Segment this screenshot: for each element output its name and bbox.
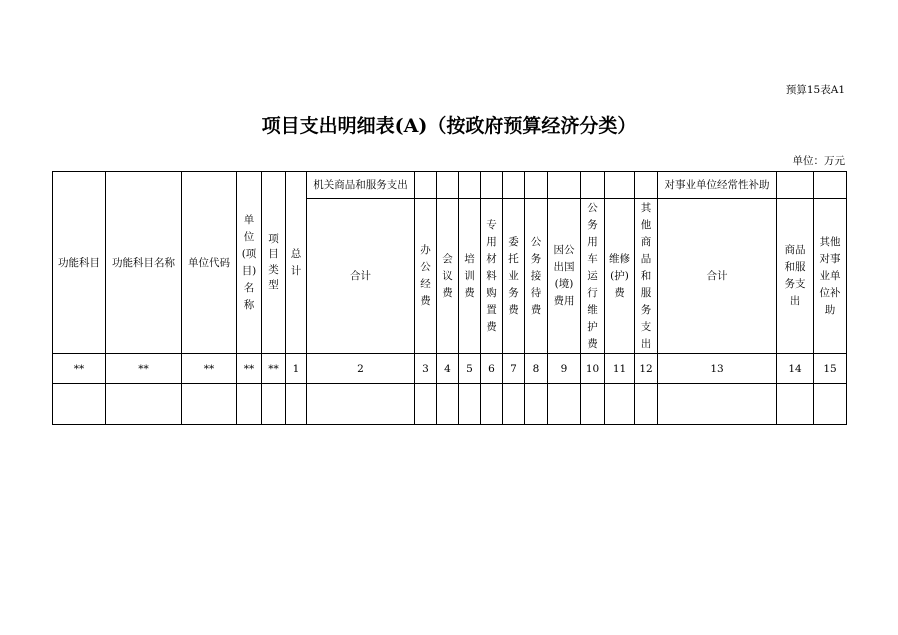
column-code-cell: 15 xyxy=(814,354,847,384)
col-header-official-reception xyxy=(525,199,548,354)
form-code: 预算15表A1 xyxy=(785,84,845,96)
header-line: 品 xyxy=(640,252,652,265)
vertical-label xyxy=(814,234,846,319)
empty-data-cell xyxy=(286,384,307,425)
header-line: 务 xyxy=(530,252,542,265)
column-code-cell: 14 xyxy=(777,354,814,384)
header-line: 维 xyxy=(587,303,598,316)
vertical-label xyxy=(548,242,580,310)
page-title: 项目支出明细表(A)（按政府预算经济分类） xyxy=(261,115,637,137)
column-code-cell: 3 xyxy=(415,354,437,384)
header-line: 置 xyxy=(486,303,497,316)
header-line: 务 xyxy=(508,286,519,299)
column-code-cell: 10 xyxy=(581,354,605,384)
empty-data-cell xyxy=(525,384,548,425)
header-line: 支 xyxy=(640,320,652,333)
column-code-cell: 8 xyxy=(525,354,548,384)
header-line: 务 xyxy=(587,218,598,231)
col-header-grand-total xyxy=(286,172,307,354)
group-header-blank-cell xyxy=(605,172,635,199)
header-line: 费 xyxy=(530,303,542,316)
col-header-other-goods-services xyxy=(635,199,658,354)
column-code-cell: 13 xyxy=(658,354,777,384)
vertical-label xyxy=(525,234,547,319)
empty-data-cell xyxy=(53,384,106,425)
group-header-blank-cell xyxy=(437,172,459,199)
header-line: 服 xyxy=(640,286,652,299)
vertical-label xyxy=(503,234,524,319)
col-header-subtotal-subsidy: 合计 xyxy=(658,199,777,354)
header-line: 委 xyxy=(508,235,519,248)
table-code-row xyxy=(53,354,847,384)
vertical-label xyxy=(635,200,657,353)
header-line: 出 xyxy=(640,337,652,350)
header-line: 位补 xyxy=(819,286,841,299)
col-header-subtotal-government: 合计 xyxy=(307,199,415,354)
header-line: 议 xyxy=(442,269,453,282)
header-line: 务 xyxy=(640,303,652,316)
empty-data-cell xyxy=(182,384,237,425)
empty-data-cell xyxy=(262,384,286,425)
empty-data-cell xyxy=(814,384,847,425)
header-line: 项 xyxy=(268,232,279,245)
header-line: 因公 xyxy=(553,244,575,256)
header-line: 出 xyxy=(789,295,801,307)
empty-data-cell xyxy=(635,384,658,425)
col-header-maintenance xyxy=(605,199,635,354)
header-line: 办 xyxy=(420,244,431,256)
col-header-overseas-travel xyxy=(548,199,581,354)
empty-data-cell xyxy=(106,384,182,425)
group-header-public-institution-subsidy: 对事业单位经常性补助 xyxy=(658,172,777,199)
header-line: (护) xyxy=(610,269,629,282)
header-line: 业单 xyxy=(819,269,841,282)
header-line: 费 xyxy=(508,303,519,316)
empty-data-cell xyxy=(437,384,459,425)
group-header-blank-cell xyxy=(777,172,814,199)
column-code-cell: 5 xyxy=(459,354,481,384)
col-header-commissioned-services xyxy=(503,199,525,354)
col-header-training-fees xyxy=(459,199,481,354)
vertical-label xyxy=(581,200,604,353)
header-line: 公 xyxy=(587,201,598,214)
header-line: 公 xyxy=(530,235,542,248)
header-line: 费 xyxy=(420,295,431,307)
empty-data-cell xyxy=(777,384,814,425)
header-line: 会 xyxy=(442,252,453,265)
empty-data-cell xyxy=(459,384,481,425)
header-line: 其他 xyxy=(819,235,841,248)
group-header-blank-cell xyxy=(459,172,481,199)
header-line: 公 xyxy=(420,261,431,273)
header-line: 对事 xyxy=(819,252,841,265)
header-line: 单 xyxy=(243,213,255,226)
vertical-label xyxy=(777,242,813,310)
header-line: 商品 xyxy=(784,244,806,256)
column-code-cell: ** xyxy=(262,354,286,384)
group-header-government-goods-services: 机关商品和服务支出 xyxy=(307,172,415,199)
column-code-cell: 7 xyxy=(503,354,525,384)
column-code-cell: 1 xyxy=(286,354,307,384)
empty-data-cell xyxy=(415,384,437,425)
col-header-special-materials xyxy=(481,199,503,354)
header-line: 训 xyxy=(464,269,475,282)
header-line: 计 xyxy=(290,264,302,277)
group-header-blank-cell xyxy=(635,172,658,199)
empty-data-cell xyxy=(658,384,777,425)
header-line: 材 xyxy=(486,252,497,265)
column-code-cell: ** xyxy=(237,354,262,384)
table-header-row-groups xyxy=(53,172,847,199)
header-line: 出国 xyxy=(553,261,575,273)
header-line: 费 xyxy=(614,286,625,299)
header-line: 其 xyxy=(640,201,652,214)
header-line: 费 xyxy=(464,286,475,299)
header-line: 费 xyxy=(587,337,598,350)
vertical-label xyxy=(605,251,634,302)
col-header-other-subsidies xyxy=(814,199,847,354)
header-line: 护 xyxy=(587,320,598,333)
empty-data-cell xyxy=(237,384,262,425)
header-line: 用 xyxy=(486,235,497,248)
vertical-label xyxy=(459,251,480,302)
col-header-function-code: 功能科目 xyxy=(53,172,106,354)
col-header-subsidy-goods-services xyxy=(777,199,814,354)
budget-table xyxy=(52,171,847,425)
header-line: 料 xyxy=(486,269,497,282)
vertical-label xyxy=(262,232,285,294)
header-line: 维修 xyxy=(609,252,630,265)
header-line: 费用 xyxy=(553,295,575,307)
header-line: 目 xyxy=(268,248,279,260)
group-header-blank-cell xyxy=(481,172,503,199)
header-line: 行 xyxy=(587,286,598,299)
table-row xyxy=(53,384,847,425)
column-code-cell: 6 xyxy=(481,354,503,384)
header-line: 目) xyxy=(241,264,257,277)
column-code-cell: 4 xyxy=(437,354,459,384)
col-header-meeting-fees xyxy=(437,199,459,354)
col-header-official-vehicle xyxy=(581,199,605,354)
group-header-blank-cell xyxy=(581,172,605,199)
header-line: 培 xyxy=(464,252,475,265)
column-code-cell: ** xyxy=(53,354,106,384)
header-line: 托 xyxy=(508,252,519,265)
header-line: 务支 xyxy=(784,278,806,290)
header-line: 专 xyxy=(486,218,497,231)
empty-data-cell xyxy=(307,384,415,425)
group-header-blank-cell xyxy=(415,172,437,199)
unit-label: 单位：万元 xyxy=(792,155,845,167)
header-line: 总 xyxy=(290,247,302,260)
group-header-blank-cell xyxy=(503,172,525,199)
column-code-cell: 2 xyxy=(307,354,415,384)
header-line: 运 xyxy=(587,269,598,282)
header-line: 类 xyxy=(268,263,279,276)
empty-data-cell xyxy=(548,384,581,425)
column-code-cell: 12 xyxy=(635,354,658,384)
vertical-label xyxy=(437,251,458,302)
header-line: 他 xyxy=(640,218,652,231)
header-line: 名 xyxy=(243,281,255,294)
col-header-unit-project-name xyxy=(237,172,262,354)
empty-data-cell xyxy=(481,384,503,425)
empty-data-cell xyxy=(605,384,635,425)
header-line: 和 xyxy=(640,269,652,282)
empty-data-cell xyxy=(503,384,525,425)
empty-data-cell xyxy=(581,384,605,425)
column-code-cell: 11 xyxy=(605,354,635,384)
column-code-cell: ** xyxy=(106,354,182,384)
column-code-cell: ** xyxy=(182,354,237,384)
col-header-project-type xyxy=(262,172,286,354)
vertical-label xyxy=(286,246,306,280)
vertical-label xyxy=(415,242,436,310)
header-line: 经 xyxy=(420,278,431,290)
vertical-label xyxy=(481,217,502,336)
col-header-office-expenses xyxy=(415,199,437,354)
group-header-blank-cell xyxy=(525,172,548,199)
header-line: 位 xyxy=(243,230,255,243)
header-line: 费 xyxy=(486,320,497,333)
col-header-unit-code: 单位代码 xyxy=(182,172,237,354)
header-line: 费 xyxy=(442,286,453,299)
header-line: 用 xyxy=(587,235,598,248)
header-line: (境) xyxy=(554,278,574,290)
header-line: 和服 xyxy=(784,261,806,273)
header-line: 业 xyxy=(508,269,519,282)
header-line: 商 xyxy=(640,235,652,248)
group-header-blank-cell xyxy=(814,172,847,199)
header-line: 接 xyxy=(530,269,542,282)
header-line: (项 xyxy=(241,247,257,260)
col-header-function-name: 功能科目名称 xyxy=(106,172,182,354)
header-line: 车 xyxy=(587,252,598,265)
vertical-label xyxy=(237,212,261,314)
header-line: 购 xyxy=(486,286,497,299)
header-line: 型 xyxy=(268,279,279,291)
column-code-cell: 9 xyxy=(548,354,581,384)
header-line: 称 xyxy=(243,298,255,311)
header-line: 助 xyxy=(824,303,836,316)
group-header-blank-cell xyxy=(548,172,581,199)
header-line: 待 xyxy=(530,286,542,299)
